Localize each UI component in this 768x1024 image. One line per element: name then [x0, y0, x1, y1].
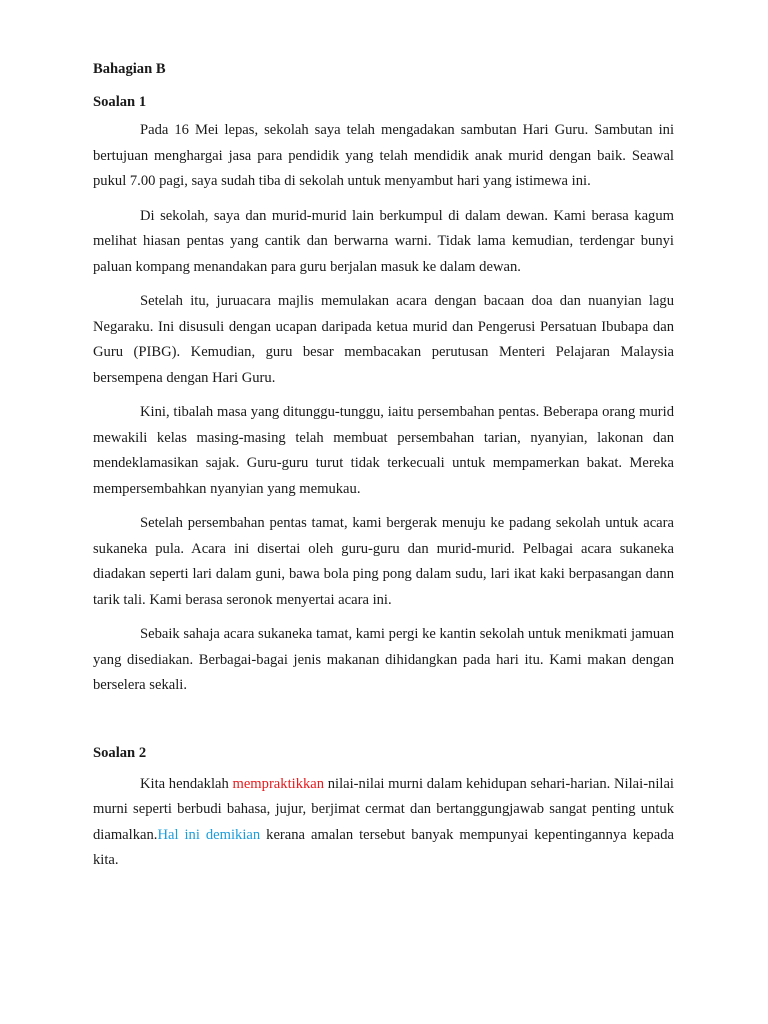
- section-title: Bahagian B: [93, 61, 166, 77]
- q1-paragraph-2: Di sekolah, saya dan murid-murid lain berkumpul di dalam dewan. Kami berasa kagum melihat hiasan pentas yang cantik dan berwarna warni. Tidak lama kemudian, terdengar bunyi paluan kompang menandakan para guru berjalan masuk ke dalam dewan.: [93, 207, 674, 275]
- q2-text-part-1: Kita hendaklah: [140, 775, 233, 792]
- q2-text-part-3: kerana amalan tersebut banyak mempunyai kepentingannya kepada kita.: [93, 826, 674, 868]
- question-1-heading: Soalan 1: [93, 94, 147, 110]
- q1-paragraph-6: Sebaik sahaja acara sukaneka tamat, kami pergi ke kantin sekolah untuk menikmati jamuan yang disediakan. Berbagai-bagai jenis makanan dihidangkan pada hari itu. Kami makan dengan berselera sekali.: [93, 626, 674, 693]
- q2-highlight-red: mempraktikkan: [232, 775, 325, 792]
- q2-highlight-blue: Hal ini demikian: [157, 826, 261, 843]
- q1-paragraph-1: Pada 16 Mei lepas, sekolah saya telah mengadakan sambutan Hari Guru. Sambutan ini bertujuan menghargai jasa para pendidik yang telah mendidik anak murid dengan baik. Seawal pukul 7.00 pagi, saya sudah tiba di sekolah untuk menyambut hari yang istimewa ini.: [93, 122, 674, 189]
- q1-paragraph-5: Setelah persembahan pentas tamat, kami bergerak menuju ke padang sekolah untuk acara sukaneka pula. Acara ini disertai oleh guru-guru dan murid-murid. Pelbagai acara sukaneka diadakan seperti lari dalam guni, bawa bola ping pong dalam sudu, lari ikat kaki berpasangan dann tarik tali. Kami berasa seronok menyertai acara ini.: [93, 515, 674, 608]
- document-body: [93, 58, 674, 883]
- q1-paragraph-3: Setelah itu, juruacara majlis memulakan acara dengan bacaan doa dan nuanyian lagu Negaraku. Ini disusuli dengan ucapan daripada ketua murid dan Pengerusi Persatuan Ibubapa dan Guru (PIBG). Kemudian, guru besar membacakan perutusan Menteri Pelajaran Malaysia bersempena dengan Hari Guru.: [93, 293, 674, 386]
- q2-paragraph-1: [93, 772, 674, 874]
- q1-paragraph-4: Kini, tibalah masa yang ditunggu-tunggu, iaitu persembahan pentas. Beberapa orang murid mewakili kelas masing-masing telah membuat persembahan tarian, nyanyian, lakonan dan mendeklamasikan sajak. Guru-guru turut tidak terkecuali untuk mempamerkan bakat. Mereka mempersembahkan nyanyian yang memukau.: [93, 404, 674, 497]
- q2-text-part-2: nilai-nilai murni dalam kehidupan sehari-harian. Nilai-nilai murni seperti berbudi bahasa, jujur, berjimat cermat dan bertanggungjawab sangat penting untuk diamalkan.: [93, 775, 674, 843]
- question-2-heading: Soalan 2: [93, 744, 147, 761]
